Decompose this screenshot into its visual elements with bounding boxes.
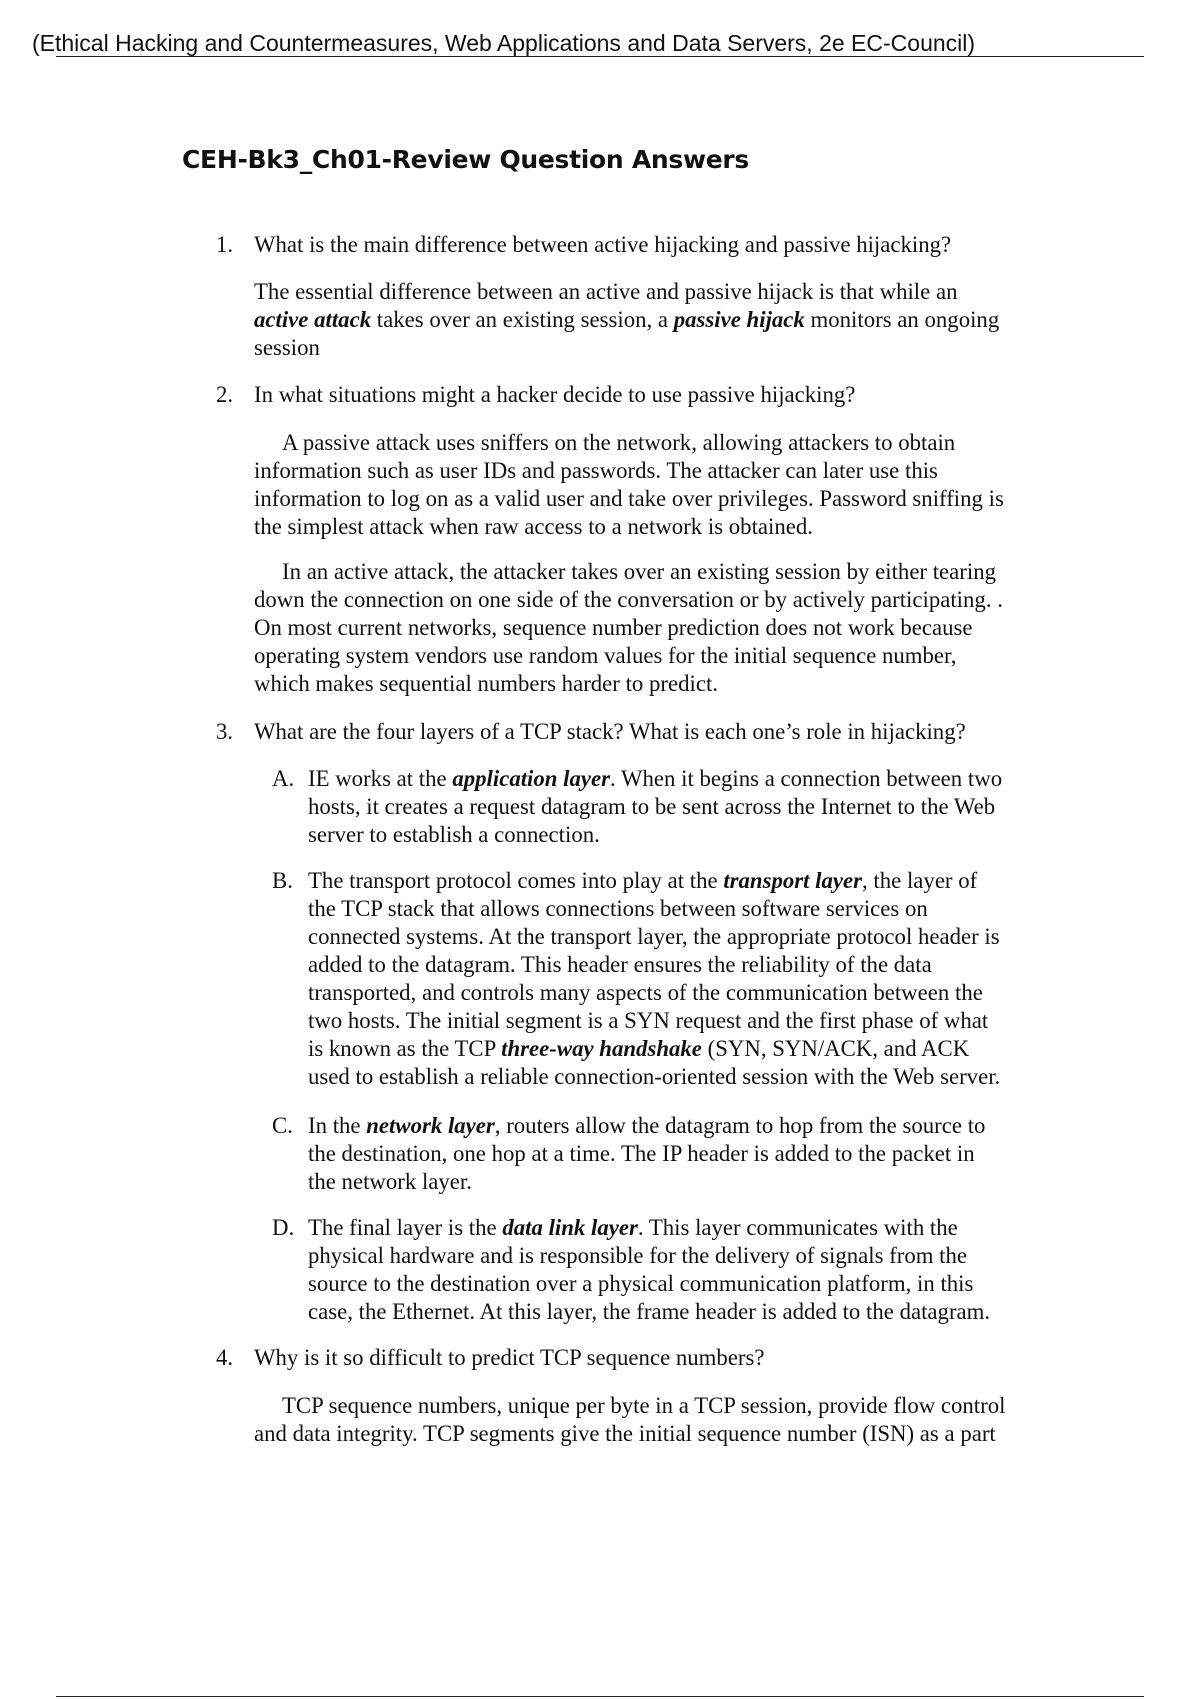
footer-rule xyxy=(56,1696,1144,1697)
sub-item-letter: B. xyxy=(272,868,293,893)
answer-line xyxy=(308,1035,1088,1063)
emphasis: network layer xyxy=(366,1113,495,1138)
answer-line xyxy=(308,765,1088,793)
answer-line: In an active attack, the attacker takes over an existing session by either tearing xyxy=(282,559,997,584)
sub-item-letter: C. xyxy=(272,1113,293,1138)
question-text: Why is it so difficult to predict TCP sequence numbers? xyxy=(254,1345,765,1370)
text-run: . This layer communicates with the xyxy=(637,1215,958,1240)
text-run: In the xyxy=(308,1113,367,1138)
answer-line: server to establish a connection. xyxy=(308,822,600,847)
question-number: 3. xyxy=(216,719,234,744)
sub-item-body xyxy=(308,1214,1088,1326)
answer-line: source to the destination over a physical communication platform, in this xyxy=(308,1271,974,1296)
answer-line xyxy=(254,306,1074,334)
emphasis: passive hijack xyxy=(673,307,805,332)
answer-paragraph xyxy=(254,558,1074,698)
answer-line: TCP sequence numbers, unique per byte in a TCP session, provide flow control xyxy=(282,1393,1006,1418)
question-number: 1. xyxy=(216,232,234,257)
question-text: What are the four layers of a TCP stack? What is each one’s role in hijacking? xyxy=(254,719,966,744)
sub-item-letter: D. xyxy=(272,1215,295,1240)
answer-line: which makes sequential numbers harder to predict. xyxy=(254,671,719,696)
sub-item-body xyxy=(308,867,1088,1091)
answer-line: hosts, it creates a request datagram to be sent across the Internet to the Web xyxy=(308,794,996,819)
answer-line xyxy=(308,1112,1088,1140)
document-title: CEH-Bk3_Ch01-Review Question Answers xyxy=(182,145,750,174)
answer-line: case, the Ethernet. At this layer, the frame header is added to the datagram. xyxy=(308,1299,991,1324)
sub-item-body xyxy=(308,1112,1088,1196)
answer-line: connected systems. At the transport layer, the appropriate protocol header is xyxy=(308,924,1000,949)
text-run: IE works at the xyxy=(308,766,453,791)
answer-line: A passive attack uses sniffers on the network, allowing attackers to obtain xyxy=(282,430,956,455)
answer-line: used to establish a reliable connection-oriented session with the Web server. xyxy=(308,1064,1001,1089)
text-run: The final layer is the xyxy=(308,1215,503,1240)
answer-line: down the connection on one side of the conversation or by actively participating. . xyxy=(254,587,1003,612)
header-rule xyxy=(56,56,1144,57)
answer-line xyxy=(308,1214,1088,1242)
answer-line: the simplest attack when raw access to a network is obtained. xyxy=(254,514,813,539)
answer-line: and data integrity. TCP segments give the initial sequence number (ISN) as a part xyxy=(254,1421,996,1446)
emphasis: three-way handshake xyxy=(501,1036,702,1061)
question-text: In what situations might a hacker decide to use passive hijacking? xyxy=(254,382,856,407)
running-header: (Ethical Hacking and Countermeasures, Web Applications and Data Servers, 2e EC-Council) xyxy=(32,30,976,56)
answer-line: added to the datagram. This header ensures the reliability of the data xyxy=(308,952,932,977)
answer-line xyxy=(308,867,1088,895)
sub-item-letter: A. xyxy=(272,766,295,791)
emphasis: application layer xyxy=(452,766,611,791)
answer-line: On most current networks, sequence number prediction does not work because xyxy=(254,615,973,640)
question-number: 4. xyxy=(216,1345,234,1370)
sub-item-body xyxy=(308,765,1088,849)
answer-line: the destination, one hop at a time. The IP header is added to the packet in xyxy=(308,1141,975,1166)
answer-line: the TCP stack that allows connections between software services on xyxy=(308,896,928,921)
answer-paragraph xyxy=(254,1392,1074,1448)
question-number: 2. xyxy=(216,382,234,407)
answer-line: The essential difference between an active and passive hijack is that while an xyxy=(254,279,958,304)
answer-line: operating system vendors use random values for the initial sequence number, xyxy=(254,643,957,668)
answer-line: information such as user IDs and passwords. The attacker can later use this xyxy=(254,458,938,483)
text-run: The transport protocol comes into play at the xyxy=(308,868,724,893)
answer-line: transported, and controls many aspects of the communication between the xyxy=(308,980,983,1005)
text-run: (SYN, SYN/ACK, and ACK xyxy=(701,1036,970,1061)
question-text: What is the main difference between active hijacking and passive hijacking? xyxy=(254,232,952,257)
emphasis: active attack xyxy=(254,307,372,332)
text-run: takes over an existing session, a xyxy=(371,307,674,332)
answer-line: session xyxy=(254,335,320,360)
answer-line: physical hardware and is responsible for the delivery of signals from the xyxy=(308,1243,968,1268)
answer-line: two hosts. The initial segment is a SYN request and the first phase of what xyxy=(308,1008,989,1033)
answer-paragraph xyxy=(254,429,1074,541)
text-run: , routers allow the datagram to hop from the source to xyxy=(494,1113,986,1138)
emphasis: transport layer xyxy=(723,868,863,893)
text-run: . When it begins a connection between two xyxy=(610,766,1003,791)
answer-paragraph xyxy=(254,278,1074,362)
text-run: monitors an ongoing xyxy=(804,307,1000,332)
answer-line: information to log on as a valid user and take over privileges. Password sniffing is xyxy=(254,486,1004,511)
text-run: is known as the TCP xyxy=(308,1036,502,1061)
text-run: , the layer of xyxy=(862,868,978,893)
answer-line: the network layer. xyxy=(308,1169,472,1194)
emphasis: data link layer xyxy=(502,1215,638,1240)
